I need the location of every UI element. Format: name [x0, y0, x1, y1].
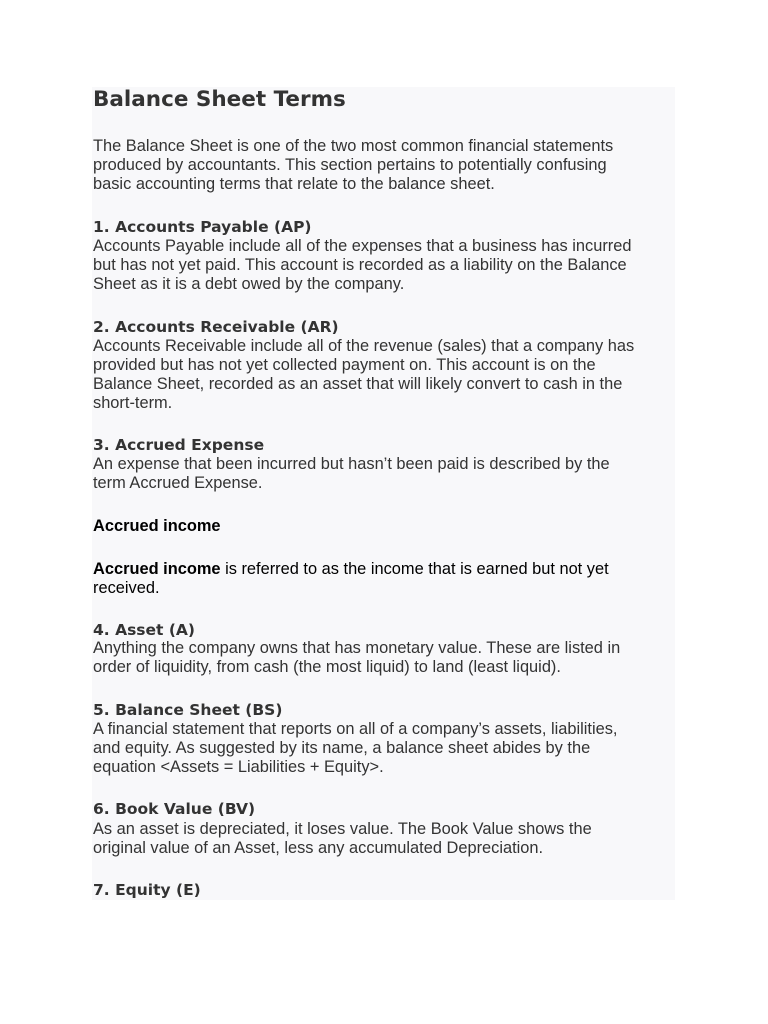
term-definition-accounts-receivable	[93, 337, 673, 413]
definition-line: but has not yet paid. This account is recorded as a liability on the Balance	[93, 256, 627, 274]
term-definition-accrued-expense	[93, 455, 673, 493]
intro-paragraph	[93, 137, 673, 194]
definition-line: short-term.	[93, 394, 173, 412]
definition-line: provided but has not yet collected payment on. This account is on the	[93, 356, 596, 374]
intro-line: The Balance Sheet is one of the two most common financial statements	[93, 137, 614, 155]
definition-line: An expense that been incurred but hasn’t been paid is described by the	[93, 455, 610, 473]
term-heading-asset: 4. Asset (A)	[93, 621, 195, 639]
term-heading-accounts-receivable: 2. Accounts Receivable (AR)	[93, 318, 339, 336]
accrued-income-line-rest: is referred to as the income that is earned but not yet	[220, 560, 609, 578]
term-heading-accrued-expense: 3. Accrued Expense	[93, 436, 265, 454]
definition-line: Accounts Receivable include all of the revenue (sales) that a company has	[93, 337, 635, 355]
definition-line	[93, 560, 673, 579]
term-heading-accounts-payable: 1. Accounts Payable (AP)	[93, 218, 312, 236]
definition-line: term Accrued Expense.	[93, 474, 263, 492]
definition-line: order of liquidity, from cash (the most liquid) to land (least liquid).	[93, 658, 561, 676]
accrued-income-bold-term: Accrued income	[93, 560, 221, 578]
term-definition-asset	[93, 639, 673, 677]
term-heading-accrued-income: Accrued income	[93, 517, 221, 535]
definition-line: Anything the company owns that has monetary value. These are listed in	[93, 639, 621, 657]
intro-line: produced by accountants. This section pertains to potentially confusing	[93, 156, 607, 174]
page-title: Balance Sheet Terms	[93, 87, 346, 112]
definition-line: and equity. As suggested by its name, a balance sheet abides by the	[93, 739, 591, 757]
definition-line: Accounts Payable include all of the expenses that a business has incurred	[93, 237, 632, 255]
term-definition-accrued-income	[93, 560, 673, 598]
definition-line: original value of an Asset, less any accumulated Depreciation.	[93, 839, 544, 857]
term-heading-equity: 7. Equity (E)	[93, 881, 201, 899]
intro-line: basic accounting terms that relate to the balance sheet.	[93, 175, 495, 193]
term-heading-balance-sheet: 5. Balance Sheet (BS)	[93, 701, 283, 719]
definition-line: Sheet as it is a debt owed by the company.	[93, 275, 405, 293]
definition-line: A financial statement that reports on all of a company’s assets, liabilities,	[93, 720, 618, 738]
definition-line: As an asset is depreciated, it loses value. The Book Value shows the	[93, 820, 592, 838]
term-definition-book-value	[93, 820, 673, 858]
document-content	[92, 87, 675, 900]
term-definition-accounts-payable	[93, 237, 673, 294]
definition-line: received.	[93, 579, 160, 597]
term-definition-balance-sheet	[93, 720, 673, 777]
term-heading-book-value: 6. Book Value (BV)	[93, 800, 256, 818]
definition-line: Balance Sheet, recorded as an asset that will likely convert to cash in the	[93, 375, 623, 393]
definition-line: equation <Assets = Liabilities + Equity>.	[93, 758, 384, 776]
